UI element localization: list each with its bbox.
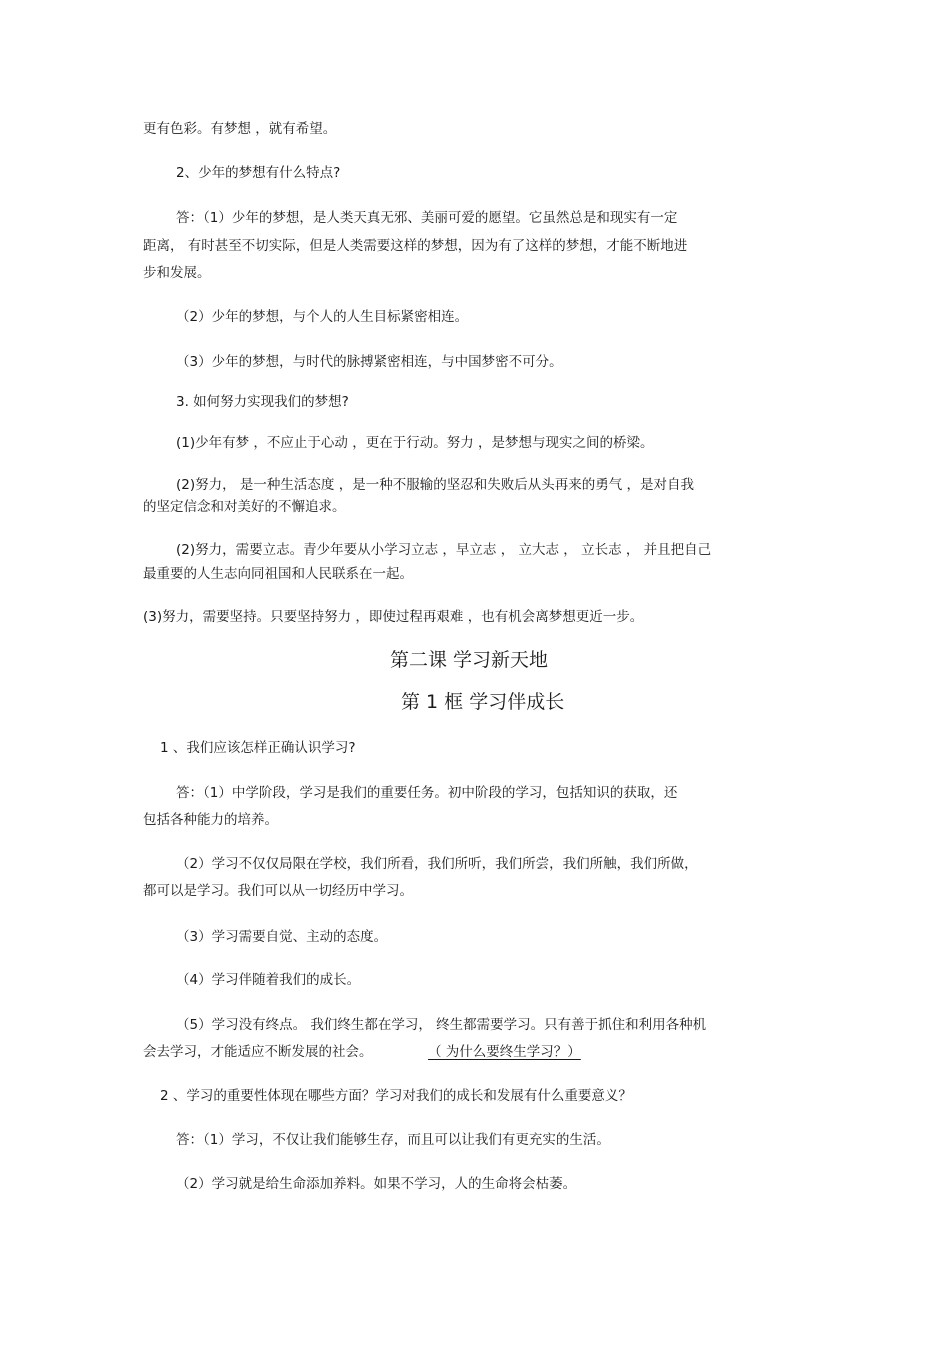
paragraph-line: 更有色彩。有梦想 ，就有希望。 (143, 121, 337, 137)
paragraph-line: 距离， 有时甚至不切实际，但是人类需要这样的梦想，因为有了这样的梦想，才能不断地进 (143, 238, 688, 254)
paragraph-line: 的坚定信念和对美好的不懈追求。 (143, 499, 346, 515)
question-heading: 2 、学习的重要性体现在哪些方面？学习对我们的成长和发展有什么重要意义？ (160, 1088, 632, 1104)
answer-line: 答：（1）学习，不仅让我们能够生存，而且可以让我们有更充实的生活。 (176, 1132, 610, 1148)
answer-point: (3)努力，需要坚持。只要坚持努力 ，即使过程再艰难 ，也有机会离梦想更近一步。 (143, 609, 644, 625)
answer-point: （3）学习需要自觉、主动的态度。 (176, 929, 388, 945)
question-heading: 3. 如何努力实现我们的梦想? (176, 394, 349, 410)
answer-line: 答：（1）少年的梦想，是人类天真无邪、美丽可爱的愿望。它虽然总是和现实有一定 (176, 210, 678, 226)
section-title: 第 1 框 学习伴成长 (401, 691, 565, 713)
answer-point: (2)努力， 是一种生活态度 ，是一种不服输的坚忍和失败后从头再来的勇气 ，是对自我 (176, 477, 694, 493)
answer-point: (1)少年有梦 ，不应止于心动 ，更在于行动。努力 ，是梦想与现实之间的桥梁。 (176, 435, 654, 451)
answer-line: 答：（1）中学阶段，学习是我们的重要任务。初中阶段的学习，包括知识的获取，还 (176, 785, 678, 801)
answer-point: （5）学习没有终点。 我们终生都在学习， 终生都需要学习。只有善于抓住和利用各种机 (176, 1017, 707, 1033)
answer-point: （2）学习不仅仅局限在学校，我们所看，我们所听，我们所尝，我们所触，我们所做， (176, 856, 698, 872)
answer-point: （3）少年的梦想，与时代的脉搏紧密相连，与中国梦密不可分。 (176, 354, 563, 370)
answer-point: (2)努力，需要立志。青少年要从小学习立志 ，早立志 ， 立大志 ， 立长志 ， 并且把自己 (176, 542, 712, 558)
answer-point: （2）学习就是给生命添加养料。如果不学习，人的生命将会枯萎。 (176, 1176, 577, 1192)
lesson-title: 第二课 学习新天地 (390, 649, 549, 671)
question-heading: 2、少年的梦想有什么特点? (176, 165, 341, 181)
question-heading: 1 、我们应该怎样正确认识学习? (160, 740, 356, 756)
paragraph-line: 都可以是学习。我们可以从一切经历中学习。 (143, 883, 413, 899)
answer-point: （4）学习伴随着我们的成长。 (176, 972, 361, 988)
answer-point: （2）少年的梦想，与个人的人生目标紧密相连。 (176, 309, 469, 325)
underlined-note: （ 为什么要终生学习？） (428, 1044, 581, 1060)
paragraph-line: 最重要的人生志向同祖国和人民联系在一起。 (143, 566, 413, 582)
paragraph-line: 包括各种能力的培养。 (143, 812, 278, 828)
paragraph-line: 步和发展。 (143, 265, 211, 281)
paragraph-line: 会去学习，才能适应不断发展的社会。 (143, 1044, 373, 1060)
